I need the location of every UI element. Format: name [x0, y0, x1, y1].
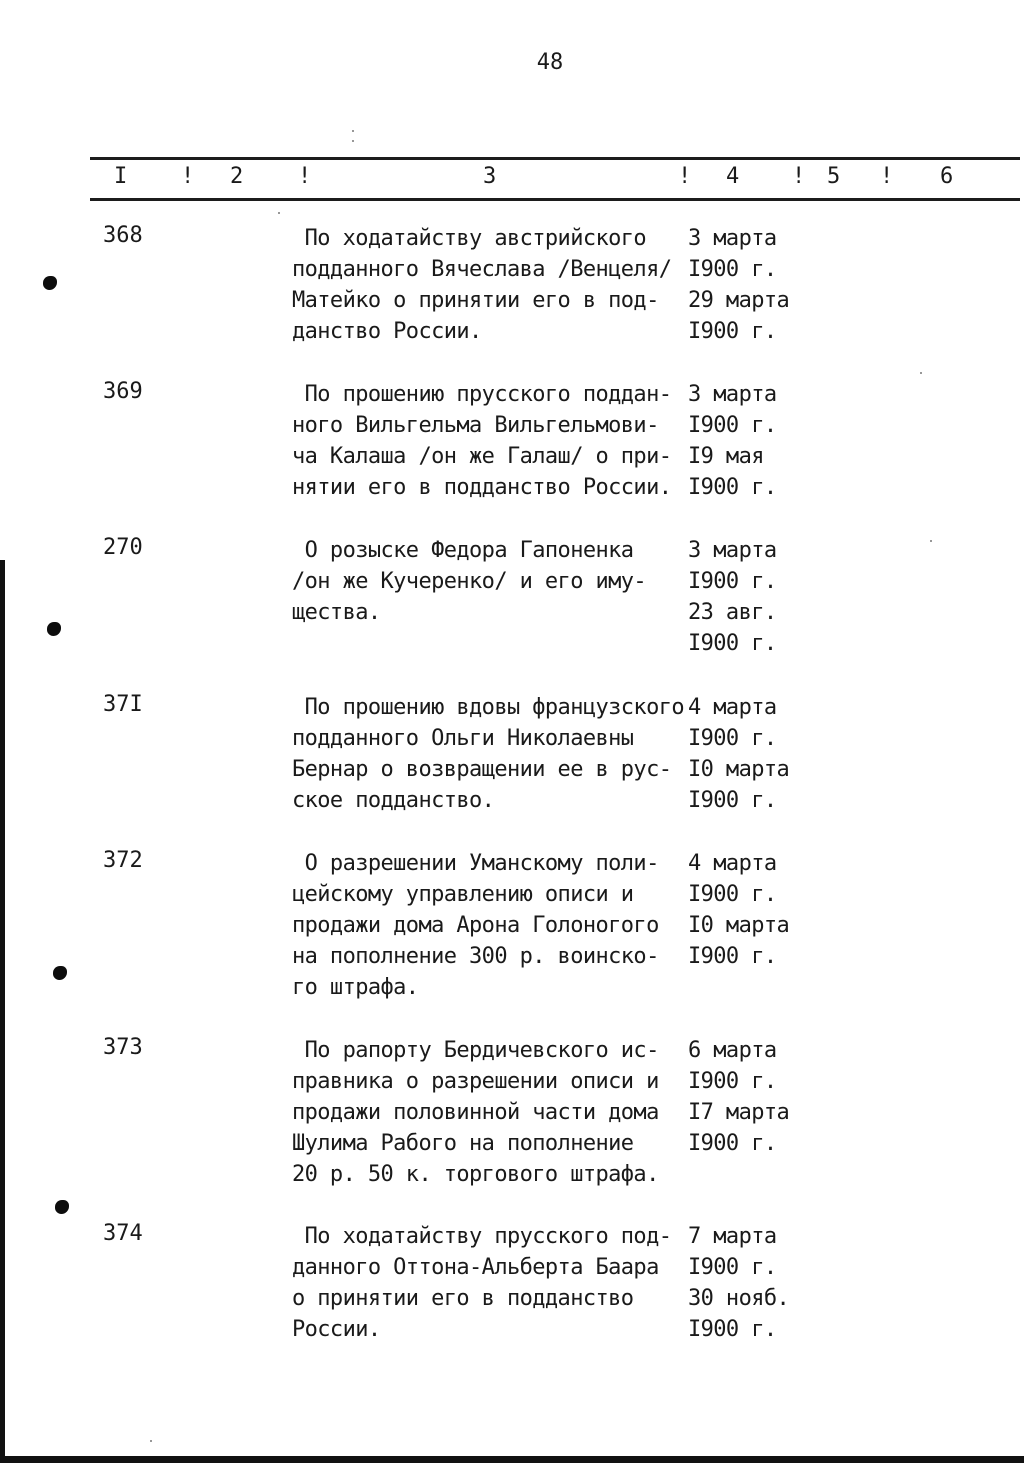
description-line: Бернар о возвращении ее в рус- — [292, 757, 672, 782]
date-day-month: I9 мая — [688, 444, 764, 469]
scan-bottom-edge — [0, 1456, 1024, 1463]
entry-number: 374 — [103, 1221, 143, 1246]
punch-hole-icon — [43, 276, 57, 290]
date-year: I900 г. — [688, 257, 777, 282]
table-header-bottom-rule — [90, 198, 1020, 201]
page-number: 48 — [536, 50, 564, 75]
description-line: ного Вильгельма Вильгельмови- — [292, 413, 659, 438]
entry-dates — [688, 1035, 818, 1159]
date-year: I900 г. — [688, 569, 777, 594]
punch-hole-icon — [53, 966, 67, 980]
description-line: Матейко о принятии его в под- — [292, 288, 659, 313]
column-header: I — [114, 164, 128, 189]
scan-speck — [278, 212, 280, 214]
column-separator: ! — [678, 164, 692, 189]
entry-number: 373 — [103, 1035, 143, 1060]
date-day-month: 30 нояб. — [688, 1286, 790, 1311]
entry-dates — [688, 379, 818, 503]
date-year: I900 г. — [688, 475, 777, 500]
description-line: подданного Ольги Николаевны — [292, 726, 634, 751]
column-header: 2 — [230, 164, 244, 189]
entry-description — [292, 379, 692, 503]
column-separator: ! — [298, 164, 312, 189]
description-line: России. — [292, 1317, 381, 1342]
description-line: подданного Вячеслава /Венцеля/ — [292, 257, 672, 282]
entry-number: 369 — [103, 379, 143, 404]
column-header: 4 — [726, 164, 740, 189]
column-separator: ! — [792, 164, 806, 189]
date-day-month: 29 марта — [688, 288, 790, 313]
scan-speck — [352, 140, 354, 142]
date-day-month: I0 марта — [688, 913, 790, 938]
description-line: По рапорту Бердичевского ис- — [292, 1038, 659, 1063]
punch-hole-icon — [47, 622, 61, 636]
entry-description — [292, 535, 692, 628]
scan-speck — [930, 540, 932, 542]
scan-speck — [150, 1440, 152, 1442]
scan-speck — [352, 130, 354, 132]
date-year: I900 г. — [688, 413, 777, 438]
date-year: I900 г. — [688, 882, 777, 907]
description-line: О розыске Федора Гапоненка — [292, 538, 634, 563]
date-year: I900 г. — [688, 319, 777, 344]
column-header: 6 — [940, 164, 954, 189]
entry-description — [292, 692, 692, 816]
table-column-headers — [0, 164, 1024, 194]
punch-hole-icon — [55, 1200, 69, 1214]
entry-description — [292, 1035, 692, 1190]
entry-number: 372 — [103, 848, 143, 873]
entry-number: 368 — [103, 223, 143, 248]
description-line: 20 р. 50 к. торгового штрафа. — [292, 1162, 659, 1187]
entry-description — [292, 848, 692, 1003]
date-year: I900 г. — [688, 1131, 777, 1156]
description-line: го штрафа. — [292, 975, 419, 1000]
date-day-month: 4 марта — [688, 851, 777, 876]
date-year: I900 г. — [688, 1069, 777, 1094]
description-line: на пополнение 300 р. воинско- — [292, 944, 659, 969]
entry-description — [292, 223, 692, 347]
description-line: правника о разрешении описи и — [292, 1069, 659, 1094]
description-line: По ходатайству австрийского — [292, 226, 647, 251]
entry-number: 37I — [103, 692, 143, 717]
description-line: О разрешении Уманскому поли- — [292, 851, 659, 876]
description-line: продажи дома Арона Голоногого — [292, 913, 659, 938]
entry-dates — [688, 848, 818, 972]
date-year: I900 г. — [688, 944, 777, 969]
description-line: о принятии его в подданство — [292, 1286, 634, 1311]
description-line: нятии его в подданство России. — [292, 475, 672, 500]
description-line: По прошению прусского поддан- — [292, 382, 672, 407]
table-header-top-rule — [90, 157, 1020, 160]
entry-dates — [688, 535, 818, 659]
date-day-month: 6 марта — [688, 1038, 777, 1063]
date-day-month: I7 марта — [688, 1100, 790, 1125]
description-line: данство России. — [292, 319, 482, 344]
entry-description — [292, 1221, 692, 1345]
entry-number: 270 — [103, 535, 143, 560]
description-line: По прошению вдовы французского — [292, 695, 684, 720]
date-year: I900 г. — [688, 1255, 777, 1280]
description-line: ча Калаша /он же Галаш/ о при- — [292, 444, 672, 469]
description-line: ское подданство. — [292, 788, 495, 813]
date-year: I900 г. — [688, 788, 777, 813]
column-header: 5 — [827, 164, 841, 189]
date-day-month: 4 марта — [688, 695, 777, 720]
date-year: I900 г. — [688, 726, 777, 751]
date-day-month: 3 марта — [688, 382, 777, 407]
column-separator: ! — [181, 164, 195, 189]
date-year: I900 г. — [688, 631, 777, 656]
description-line: данного Оттона-Альберта Баара — [292, 1255, 659, 1280]
description-line: Шулима Рабого на пополнение — [292, 1131, 634, 1156]
entry-dates — [688, 692, 818, 816]
date-day-month: 3 марта — [688, 538, 777, 563]
entry-dates — [688, 1221, 818, 1345]
date-day-month: 7 марта — [688, 1224, 777, 1249]
description-line: По ходатайству прусского под- — [292, 1224, 672, 1249]
entry-dates — [688, 223, 818, 347]
description-line: щества. — [292, 600, 381, 625]
date-year: I900 г. — [688, 1317, 777, 1342]
description-line: продажи половинной части дома — [292, 1100, 659, 1125]
column-separator: ! — [880, 164, 894, 189]
date-day-month: 3 марта — [688, 226, 777, 251]
description-line: цейскому управлению описи и — [292, 882, 634, 907]
scan-speck — [920, 372, 922, 374]
date-day-month: I0 марта — [688, 757, 790, 782]
scan-left-edge — [0, 560, 5, 1463]
date-day-month: 23 авг. — [688, 600, 777, 625]
column-header: 3 — [483, 164, 497, 189]
description-line: /он же Кучеренко/ и его иму- — [292, 569, 647, 594]
